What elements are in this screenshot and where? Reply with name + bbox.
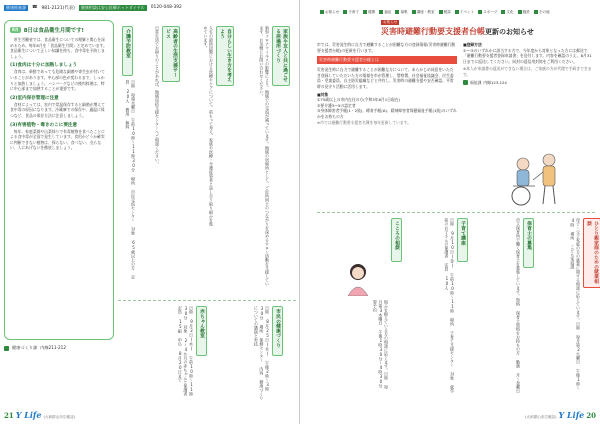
category-label: その他 (538, 9, 550, 14)
target-1: ①75歳以上の市内在住の方(令和3年8月1日現在) (317, 97, 400, 103)
dept-tag: 健康推進課 (6, 4, 26, 10)
disaster-intro: 市では、災害発生時に自力で避難することが困難な方の登録情報(災害時避難行動要支援者台帳)の更新を行います。 (317, 42, 456, 53)
section-heading-2: (2)室内保存管理に注意 (10, 95, 59, 101)
category-index (319, 3, 595, 21)
article-banner-3: 高齢者の生活支援サービス (162, 26, 180, 82)
article-body-d: 悩みを抱えている方の相談に応じます。日時 毎月第3木曜日 午後1時30分〜4時30分 要予約 (372, 300, 389, 389)
category-marker-icon (363, 10, 367, 14)
category-label: イベント (459, 9, 475, 14)
category-marker-icon (343, 10, 347, 14)
category-chip (438, 3, 452, 21)
category-label: お知らせ (325, 9, 340, 14)
section-body-1: 食肉は、新鮮であっても危険な細菌や寄生虫が付いていることがあります。中心部の色が変わるまで、しっかりと加熱しましょう。ハンバーグなどの挽肉料理は、特に中心部まで加熱することが重要です。 (10, 69, 105, 92)
target-heading: ■対象 (317, 91, 329, 97)
food-title: 8日は食品衛生月間です! (23, 28, 84, 34)
wheelchair-assist-illustration (501, 150, 573, 210)
reference-icon (4, 346, 9, 351)
category-marker-icon (518, 10, 522, 14)
category-label: 子育て (348, 9, 360, 14)
section-body-3: 毎年、家庭菜園や山菜採りで有毒植物を食べたことによる食中毒が全国で発生しています。食用かどうか確実に判断できない植物は、採らない、食べない、売らない、人にあげないを徹底しましょう。 (10, 128, 105, 151)
category-chip (394, 3, 408, 21)
disaster-title (381, 26, 534, 37)
month-badge: 8月 (12, 27, 19, 32)
food-hygiene-box (4, 20, 114, 340)
category-chip (319, 3, 340, 21)
footer-city-left: (大和郡山市広報誌) (43, 415, 76, 419)
section-body-2: 食材によっては、室内で常温保存すると細菌が増えて食中毒の原因になります。冷蔵庫での保存や、適温に保つなど、食品の保存方法に注意しましょう。 (10, 101, 105, 118)
category-chip (342, 3, 360, 21)
category-chip (454, 3, 475, 21)
article-body-b: 市立保育所で働く保育士を募集しています。資格 保育士資格をお持ちの方 勤務 月〜金曜日 (516, 218, 521, 393)
category-chip (378, 3, 392, 21)
page-number-right: 20 (586, 411, 596, 420)
category-label: 相談 (443, 9, 451, 14)
food-reference (4, 345, 66, 351)
article-body-5: 日時 8月25日(水) 午後2時〜3時30分 場所 保健センター 内容 健康づくりについての講演と実技 (253, 306, 270, 400)
article-body-a: 母子・父子家庭の方の就業に関する相談に応じています。日時 毎月第2火曜日 午後1時〜4時 場所 こども家庭課 (570, 218, 581, 390)
ylife-logo-left: Y Life (15, 410, 42, 420)
person-illustration (345, 262, 371, 296)
phone-icon: ☎ (32, 5, 38, 10)
section-heading-3: (3)有害植物・毒きのこに要注意 (10, 122, 78, 128)
right-footer (525, 410, 596, 420)
article-banner-4: 介護予防教室 (122, 26, 133, 76)
ylife-logo-right: Y Life (558, 410, 585, 420)
category-label: 施設 (522, 9, 530, 14)
category-marker-icon (412, 10, 416, 14)
food-intro: 厚生労働省では、食品衛生についての理解と関心を深めるため、毎年8月を「食品衛生月間」と定めています。食品衛生について正しい知識を持ち、食中毒を予防しましょう。 (10, 37, 107, 59)
reference-dept: 健康づくり課 (12, 345, 38, 350)
divider (118, 300, 296, 301)
disaster-title-suffix: 更新のお知らせ (485, 28, 534, 36)
notice-label: お知らせ (383, 20, 398, 24)
category-marker-icon (501, 10, 505, 14)
left-header (4, 3, 296, 12)
article-body-2: 人生の最終段階における医療やケアについて、前もって考え、家族や医療・介護従事者と話し合う取り組みを進めています。 (203, 26, 214, 226)
right-page (301, 0, 600, 424)
article-body-c: 日時 9月10日(金) 午前10時〜11時 場所 子育て支援センター 対象 就学前のお子さんの保護者 定員 10人 (444, 218, 455, 393)
category-marker-icon (395, 10, 399, 14)
left-footer (4, 410, 75, 420)
article-body-1: 新型コロナウイルスの影響により、地域での交流が減っています。地域の居場所として、ご近所同士のつながりを深めるサロン活動を支援しています。お気軽にお問い合わせください。 (259, 26, 270, 286)
category-chip (533, 3, 551, 21)
section-heading-1: (1)食肉は十分に加熱しましょう (10, 63, 78, 69)
contact-tel: 内線123-124 (483, 79, 507, 85)
article-banner-5: 市民の健康づくり (272, 306, 283, 356)
target-note: ※市では避難行動要支援者名簿を毎年更新しています。 (317, 119, 412, 125)
article-banner-d: こころの相談 (391, 218, 402, 262)
contact-dept: 福祉課 (470, 79, 482, 85)
article-body-3: 日常生活でお困りのことがあれば、地域包括支援センターへご相談ください。 (155, 26, 160, 166)
category-chip (477, 3, 498, 21)
target-3: ③身体障害者手帳(1・2級)、療育手帳(A)、精神障害者保健福祉手帳(1級)のいずれかをお持ちの方 (317, 108, 457, 119)
category-chip (500, 3, 514, 21)
divider (317, 212, 595, 213)
method-body: ①〜③のいずれかに該当する方で、今年度から対象となった方には郵送で「避難行動要支援者登録申請書」を送付します。内容を確認のうえ、8月31日までに返送してください。同封の返信用封筒をご利用ください。 (463, 47, 592, 64)
disaster-title-main: 災害時避難行動要支援者台帳 (381, 27, 485, 36)
phone-number: 981-2121(代表) (41, 5, 75, 11)
target-2: ②要介護3〜5の認定者 (317, 102, 356, 108)
toll-free-number: 0120-048-392 (150, 5, 182, 10)
category-label: 募集 (400, 9, 408, 14)
disaster-sub-body: 災害発生時に自力で避難することが困難な方について、あらかじめ同意をいただき登録していただいた方の情報を市が管理し、警察署、社会福祉協議会、民生委員・児童委員、自主防災組織などと共有し、災害時の避難支援や安否確認、平常時の見守り活動に活用します。 (317, 67, 454, 89)
article-banner-b: 保育士の募集 (523, 218, 534, 268)
category-label: スポーツ (483, 9, 498, 14)
hotline-tag: 健康相談は安心医療ホットダイヤル (80, 4, 145, 10)
article-banner-1: 家族や友人と共に過ごせる居場所づくり (272, 26, 290, 86)
footer-city-right: (大和郡山市広報誌) (524, 415, 557, 419)
method-note: ※本人が申請書の返送ができない場合は、ご家族の方が代理で手続きできます。 (463, 66, 592, 77)
category-marker-icon (534, 10, 538, 14)
category-chip (517, 3, 531, 21)
article-banner-c: 子育て講座 (457, 218, 468, 262)
disaster-right-col (463, 42, 595, 85)
article-banner-6: 赤ちゃん教室 (196, 306, 207, 356)
article-banner-2: 自分らしい生き方を考えよう (216, 26, 234, 86)
category-label: 文化 (506, 9, 514, 14)
category-marker-icon (455, 10, 459, 14)
category-marker-icon (439, 10, 443, 14)
article-body-6: 日時 9月2日(木) 午前10時〜11時30分 対象 2〜4か月の赤ちゃんと保護者 定員 15組 申込 8月20日まで (177, 306, 194, 396)
article-banner-a: ひとり親家庭のための就業相談 (583, 218, 600, 288)
food-title-row (10, 26, 108, 34)
contact-icon (463, 80, 468, 85)
category-marker-icon (379, 10, 383, 14)
reference-tel: 内線211-212 (40, 345, 67, 350)
category-label: 講座・教室 (416, 9, 435, 14)
method-heading: ■登録方法 (463, 42, 482, 47)
category-label: 福祉 (384, 9, 392, 14)
disaster-sub-heading: 災害時避難行動要支援者台帳とは (317, 56, 457, 64)
disaster-left-col (317, 42, 457, 125)
page-number-left: 21 (4, 411, 14, 420)
article-body-4: 日時 毎週水曜日 午前10時〜11時30分 場所 市民交流センター 対象 65歳以上の方 定員 20人 費用 無料 (125, 80, 136, 279)
category-marker-icon (320, 10, 324, 14)
category-label: 健康 (368, 9, 376, 14)
contact-row (463, 80, 595, 86)
category-chip (362, 3, 376, 21)
category-chip (411, 3, 436, 21)
category-marker-icon (478, 10, 482, 14)
